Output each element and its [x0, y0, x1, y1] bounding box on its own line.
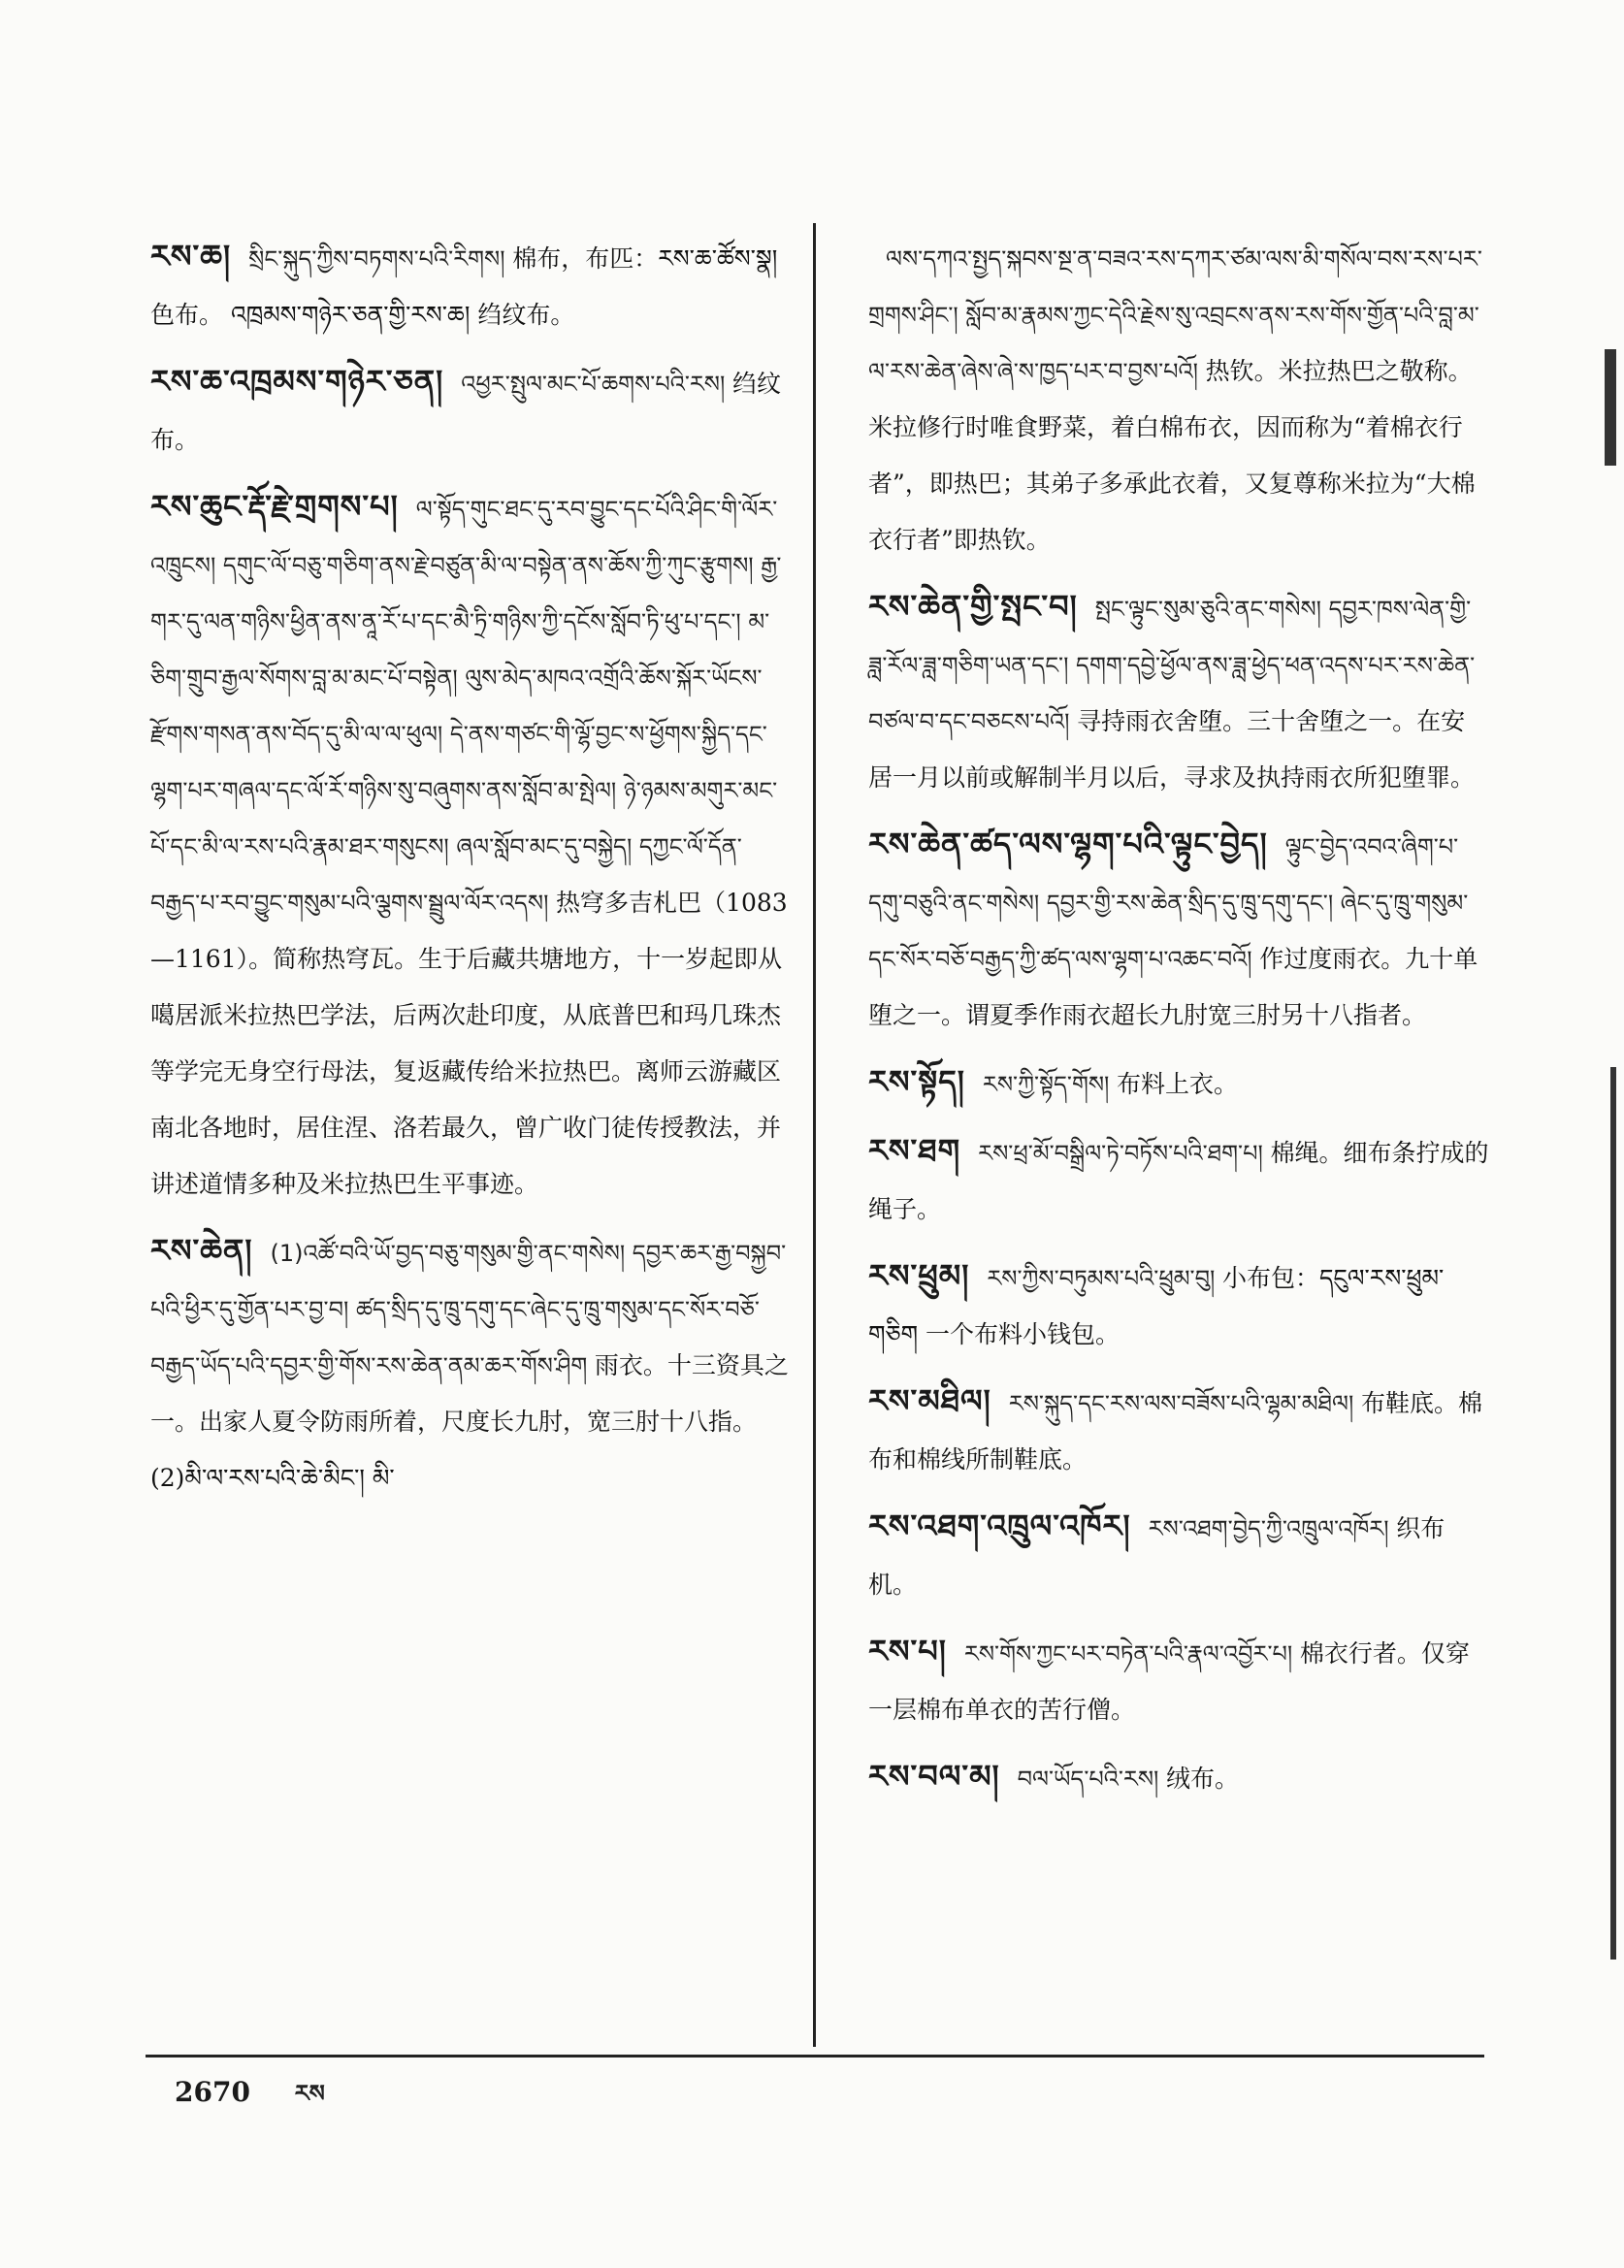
headword: རས་ཆུང་རྡོ་རྗེ་གྲགས་པ། [150, 488, 399, 525]
chinese-definition: 寻持雨衣舍堕。三十舍堕之一。在安居一月以前或解制半月以后，寻求及执持雨衣所犯堕罪。 [868, 707, 1476, 792]
chinese-definition: 布鞋底。棉布和棉线所制鞋底。 [868, 1389, 1482, 1474]
dictionary-entry [150, 478, 791, 1213]
page-number: 2670 [175, 2076, 250, 2108]
tibetan-definition: བལ་ཡོད་པའི་རས། [1017, 1766, 1159, 1793]
headword: རས་ཆེན། [150, 1232, 253, 1269]
dictionary-entry [868, 816, 1489, 1044]
dictionary-entry [868, 1498, 1489, 1613]
right-column [868, 228, 1489, 1817]
chinese-definition: 织布机。 [868, 1514, 1445, 1599]
tibetan-definition: ལྟུང་བྱེད་འབའ་ཞིག་པ་དགུ་བཅུའི་ནང་གསེས། དབྱར་གྱི་རས་ཆེན་སྲིད་དུ་ཁྲུ་དགུ་དང་། ཞེང་དུ་ཁྲུ་གསུམ་དང་སོར་བཅོ་བརྒྱད་ཀྱི་ཚད་ལས་ལྷག་པ་འཆང་བའོ། [868, 833, 1469, 973]
headword: རས་ཆེན་ཚད་ལས་ལྷག་པའི་ལྟུང་བྱེད། [868, 826, 1268, 862]
tibetan-definition: རས་ཀྱིས་བཏུམས་པའི་ཕྲུམ་བུ། [987, 1265, 1216, 1292]
chinese-definition: 棉布，布匹：རས་ཆ་ཚོས་སྣ། 色布。 འཁྲམས་གཉེར་ཅན་གྱི་རས་ཆ། 绉纹布。 [150, 244, 778, 329]
chinese-definition: 小布包：དངུལ་རས་ཕྲུམ་གཅིག 一个布料小钱包。 [868, 1264, 1445, 1348]
tibetan-definition: སྲིང་སྐུད་ཀྱིས་བཏགས་པའི་རིགས། [248, 245, 505, 273]
chinese-definition: 绉纹布。 [150, 370, 781, 454]
tibetan-definition: རས་ཕྲ་མོ་བསྒྲིལ་ཏེ་བཏོས་པའི་ཐག་པ། [978, 1140, 1263, 1167]
dictionary-entry [868, 228, 1489, 568]
dictionary-entry [868, 1053, 1489, 1113]
chinese-definition: 作过度雨衣。九十单堕之一。谓夏季作雨衣超长九肘宽三肘另十八指者。 [868, 945, 1478, 1029]
tibetan-definition: ལས་དཀའ་སྤྱད་སྐབས་སྔ་ན་བཟའ་རས་དཀར་ཙམ་ལས་མི་གསོལ་བས་རས་པར་གྲགས་ཤིང་། སློབ་མ་རྣམས་ཀྱང་དེའི་རྗེས་སུ་འབྲངས་ནས་རས་གོས་གྱོན་པའི་བླ་མ་ལ་རས་ཆེན་ཞེས་ཞེ་ས་ཁྱད་པར་བ་བྱས་པའོ། [868, 245, 1482, 385]
dictionary-entry [868, 578, 1489, 806]
dictionary-entry [868, 1623, 1489, 1738]
tibetan-definition: སྤང་ལྟུང་སུམ་ཅུའི་ནང་གསེས། དབྱར་ཁས་ལེན་གྱི་ཟླ་རོལ་ཟླ་གཅིག་ཡན་དང་། དགག་དབྱེ་ཕྱོལ་ནས་ཟླ་ཕྱེད་ཕན་འདས་པར་རས་ཆེན་བཙལ་བ་དང་བཅངས་པའོ། [868, 596, 1476, 735]
left-column [150, 228, 791, 1516]
dictionary-entry [868, 1373, 1489, 1488]
headword: རས་ཆེན་གྱི་སྤང་བ། [868, 588, 1078, 625]
chinese-definition: 绒布。 [1166, 1765, 1240, 1793]
chinese-definition: 热钦。米拉热巴之敬称。米拉修行时唯食野菜，着白棉布衣，因而称为“着棉衣行者”，即热巴；其弟子多承此衣着，又复尊称米拉为“大棉衣行者”即热钦。 [868, 357, 1476, 554]
scan-edge-mark [1605, 349, 1616, 466]
tibetan-definition: རས་གོས་ཀྱང་པར་བཏེན་པའི་རྣལ་འབྱོར་པ། [963, 1640, 1293, 1668]
tibetan-definition: ལ་སྟོད་གུང་ཐང་དུ་རབ་བྱུང་དང་པོའི་ཤིང་གི་ལོར་འཁྲུངས། དགུང་ལོ་བཅུ་གཅིག་ནས་རྗེ་བཙུན་མི་ལ་བསྟེན་ནས་ཆོས་ཀྱི་ཀུང་རྩུགས། རྒྱ་གར་དུ་ལན་གཉིས་ཕྱིན་ནས་ནཱ་རོ་པ་དང་མཻ་ཏྲི་གཉིས་ཀྱི་དངོས་སློབ་ཏི་ཕུ་པ་དང་། མ་ཅིག་གྲུབ་རྒྱལ་སོགས་བླ་མ་མང་པོ་བསྟེན། ལུས་མེད་མཁའ་འགྲོའི་ཆོས་སྐོར་ཡོངས་རྫོགས་གསན་ནས་བོད་དུ་མི་ལ་ལ་ཕུལ། དེ་ནས་གཙང་གི་ལྷོ་བྱང་ས་ཕྱོགས་སྐྱིད་དང་ལྷག་པར་གཞལ་དང་ལོ་རོ་གཉིས་སུ་བཞུགས་ནས་སློབ་མ་སྤེལ། ཉེ་ཉམས་མགུར་མང་པོ་དང་མི་ལ་རས་པའི་རྣམ་ཐར་གསུངས། ཞལ་སློབ་མང་དུ་བསྐྱེད། དཀྱང་ལོ་དོན་བརྒྱད་པ་རབ་བྱུང་གསུམ་པའི་ལྕགས་སྦྲུལ་ལོར་འདས། [150, 496, 782, 917]
headword: རས་ཆ་འཁྲམས་གཉེར་ཅན། [150, 363, 444, 400]
running-head: རས [294, 2080, 325, 2107]
dictionary-entry [150, 353, 791, 469]
headword: རས་ཐག [868, 1132, 961, 1169]
headword: རས་སྟོད། [868, 1063, 965, 1100]
dictionary-entry [150, 228, 791, 343]
chinese-definition: 棉衣行者。仅穿一层棉布单衣的苦行僧。 [868, 1639, 1470, 1724]
column-divider [813, 223, 816, 2047]
scan-edge-mark [1610, 1067, 1616, 1960]
headword: རས་པ། [868, 1633, 947, 1669]
chinese-definition: 棉绳。细布条拧成的绳子。 [868, 1139, 1489, 1223]
dictionary-entry [868, 1247, 1489, 1363]
headword: རས་བལ་མ། [868, 1758, 1000, 1795]
tibetan-definition: རས་ཀྱི་སྟོད་གོས། [982, 1071, 1110, 1098]
tibetan-definition: རས་སྐུད་དང་རས་ལས་བཟོས་པའི་ལྷམ་མཐིལ། [1008, 1390, 1354, 1417]
headword: རས་མཐིལ། [868, 1382, 991, 1419]
chinese-definition: 雨衣。十三资具之一。出家人夏令防雨所着，尺度长九肘，宽三肘十八指。(2)མི་ལ་རས་པའི་ཆེ་མིང་། མི་ [150, 1351, 789, 1492]
chinese-definition: 热穹多吉札巴（1083—1161）。简称热穹瓦。生于后藏共塘地方，十一岁起即从噶居派米拉热巴学法，后两次赴印度，从底普巴和玛几珠杰等学完无身空行母法，复返藏传给米拉热巴。离师云游藏区南北各地时，居住涅、洛若最久，曾广收门徒传授教法，并讲述道情多种及米拉热巴生平事迹。 [150, 889, 788, 1198]
tibetan-definition: རས་འཐག་བྱེད་ཀྱི་འཁྲུལ་འཁོར། [1148, 1515, 1389, 1542]
dictionary-entry [868, 1122, 1489, 1238]
footer-rule [146, 2055, 1484, 2057]
tibetan-definition: (1)འཚོ་བའི་ཡོ་བྱད་བཅུ་གསུམ་གྱི་ནང་གསེས། དབྱར་ཆར་རྒྱ་བསྐྱབ་པའི་ཕྱིར་དུ་གྱོན་པར་བྱ་བ། ཚད་སྲིད་དུ་ཁྲུ་དགུ་དང་ཞེང་དུ་ཁྲུ་གསུམ་དང་སོར་བཅོ་བརྒྱད་ཡོད་པའི་དབྱར་གྱི་གོས་རས་ཆེན་ནམ་ཆར་གོས་ཤིག [150, 1240, 787, 1379]
headword: རས་འཐག་འཁྲུལ་འཁོར། [868, 1507, 1131, 1544]
dictionary-entry [150, 1222, 791, 1507]
headword: རས་ཕྲུམ། [868, 1257, 970, 1294]
dictionary-entry [868, 1748, 1489, 1807]
page-footer [175, 2068, 360, 2133]
headword: རས་ཆ། [150, 238, 232, 275]
tibetan-definition: འཕྱར་སྤུལ་མང་པོ་ཆགས་པའི་རས། [461, 371, 726, 398]
chinese-definition: 布料上衣。 [1117, 1070, 1239, 1098]
